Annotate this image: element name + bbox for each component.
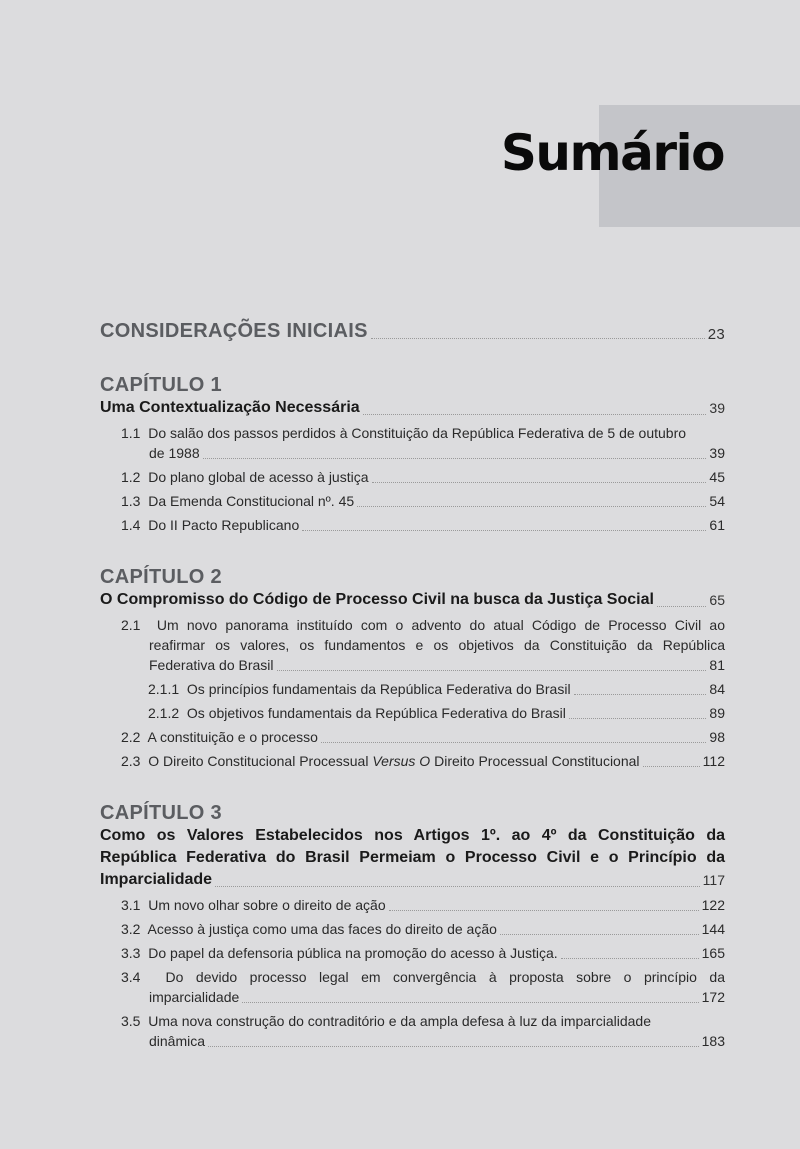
section-number: 3.3 xyxy=(121,945,141,961)
dot-leader xyxy=(371,338,705,339)
section-number: 1.2 xyxy=(121,469,141,485)
entry-label-continued: reafirmar os valores, os fundamentos e os objetivos da Constituição da República xyxy=(149,637,725,653)
entry-label-continued: República Federativa do Brasil Permeiam o Processo Civil e o Princípio da xyxy=(100,849,725,866)
entry-label: Do salão dos passos perdidos à Constituição da República Federativa de 5 de outubro xyxy=(148,425,687,441)
page-number: 81 xyxy=(709,657,725,673)
toc-entry-subsection[interactable] xyxy=(100,703,725,723)
chapter-heading: CAPÍTULO 3 xyxy=(100,802,222,824)
toc-entry-section[interactable] xyxy=(100,515,725,535)
entry-label: O Compromisso do Código de Processo Civil na busca da Justiça Social xyxy=(100,591,654,608)
page-number: 39 xyxy=(709,445,725,461)
page-number: 54 xyxy=(709,493,725,509)
toc-entry-section[interactable] xyxy=(100,967,725,1007)
section-number: 2.1 xyxy=(121,617,141,633)
page-number: 183 xyxy=(701,1033,725,1049)
page-number: 117 xyxy=(702,872,725,888)
entry-label-continued: dinâmica xyxy=(149,1033,206,1049)
entry-label: Do II Pacto Republicano xyxy=(148,517,300,533)
entry-label-continued: imparcialidade xyxy=(149,989,240,1005)
section-number: 2.1.2 xyxy=(148,705,180,721)
entry-label: Como os Valores Estabelecidos nos Artigos 1º. ao 4º da Constituição da xyxy=(100,827,725,844)
dot-leader xyxy=(357,506,706,507)
toc-entry-subsection[interactable] xyxy=(100,679,725,699)
section-number: 2.2 xyxy=(121,729,141,745)
entry-label: Os princípios fundamentais da República Federativa do Brasil xyxy=(186,681,571,697)
dot-leader xyxy=(208,1046,699,1047)
page-number: 122 xyxy=(701,897,725,913)
toc-entry-section[interactable] xyxy=(100,727,725,747)
dot-leader xyxy=(363,414,707,415)
dot-leader xyxy=(277,670,707,671)
entry-label: Acesso à justiça como uma das faces do direito de ação xyxy=(147,921,497,937)
toc-entry-section[interactable] xyxy=(100,919,725,939)
entry-label: Direito Processual Constitucional xyxy=(430,753,640,769)
dot-leader xyxy=(569,718,707,719)
dot-leader xyxy=(372,482,707,483)
dot-leader xyxy=(643,766,700,767)
chapter-heading: CAPÍTULO 2 xyxy=(100,566,222,588)
entry-label-continued: Federativa do Brasil xyxy=(149,657,274,673)
section-number: 3.5 xyxy=(121,1013,141,1029)
dot-leader xyxy=(561,958,699,959)
dot-leader xyxy=(215,886,700,887)
dot-leader xyxy=(500,934,699,935)
dot-leader xyxy=(574,694,707,695)
page-number: 112 xyxy=(702,753,725,769)
page-number: 165 xyxy=(701,945,725,961)
toc-entry-chapter-title[interactable] xyxy=(100,825,725,891)
toc-entry-section[interactable] xyxy=(100,491,725,511)
toc-entry-section[interactable] xyxy=(100,1011,725,1051)
entry-label: Um novo olhar sobre o direito de ação xyxy=(148,897,386,913)
dot-leader xyxy=(321,742,707,743)
section-number: 2.1.1 xyxy=(148,681,180,697)
page-number: 144 xyxy=(701,921,725,937)
section-number: 2.3 xyxy=(121,753,141,769)
dot-leader xyxy=(242,1002,698,1003)
page-number: 61 xyxy=(709,517,725,533)
toc-entry-chapter-title[interactable] xyxy=(100,589,725,611)
toc-entry-section[interactable] xyxy=(100,467,725,487)
toc-entry-chapter-title[interactable] xyxy=(100,397,725,419)
page-number: 39 xyxy=(709,400,725,416)
page-title: Sumário xyxy=(500,124,724,182)
entry-label: Os objetivos fundamentais da República Federativa do Brasil xyxy=(186,705,566,721)
entry-label: Um novo panorama instituído com o advento do atual Código de Processo Civil ao xyxy=(156,617,725,633)
dot-leader xyxy=(389,910,699,911)
entry-label-continued: Imparcialidade xyxy=(100,871,213,888)
toc-entry-section[interactable] xyxy=(100,895,725,915)
entry-label-continued: de 1988 xyxy=(149,445,200,461)
section-number: 1.4 xyxy=(121,517,141,533)
entry-label: Do papel da defensoria pública na promoção do acesso à Justiça. xyxy=(148,945,558,961)
section-number: 3.1 xyxy=(121,897,141,913)
section-number: 3.2 xyxy=(121,921,141,937)
entry-label: Do devido processo legal em convergência à proposta sobre o princípio da xyxy=(165,969,725,985)
toc-entry-section[interactable] xyxy=(100,943,725,963)
toc-entry-section[interactable] xyxy=(100,751,725,771)
toc-entry-intro[interactable] xyxy=(100,320,725,343)
page-number: 172 xyxy=(701,989,725,1005)
entry-label: A constituição e o processo xyxy=(147,729,318,745)
section-number: 3.4 xyxy=(121,969,141,985)
entry-label: O Direito Constitucional Processual xyxy=(148,753,373,769)
dot-leader xyxy=(203,458,707,459)
chapter-heading: CAPÍTULO 1 xyxy=(100,374,222,396)
toc-entry-section[interactable] xyxy=(100,423,725,463)
page-number: 84 xyxy=(709,681,725,697)
entry-label: Uma nova construção do contraditório e da ampla defesa à luz da imparcialidade xyxy=(148,1013,651,1029)
entry-label: Da Emenda Constitucional nº. 45 xyxy=(148,493,355,509)
section-number: 1.3 xyxy=(121,493,141,509)
toc-entry-section[interactable] xyxy=(100,615,725,675)
table-of-contents xyxy=(100,320,725,1051)
section-number: 1.1 xyxy=(121,425,141,441)
page-number: 89 xyxy=(709,705,725,721)
page-number: 23 xyxy=(707,326,725,343)
entry-label: Uma Contextualização Necessária xyxy=(100,399,360,416)
entry-label-italic: Versus O xyxy=(372,753,431,769)
dot-leader xyxy=(657,606,707,607)
entry-label: CONSIDERAÇÕES INICIAIS xyxy=(100,320,368,342)
entry-label: Do plano global de acesso à justiça xyxy=(148,469,369,485)
page-number: 45 xyxy=(709,469,725,485)
page-number: 65 xyxy=(709,592,725,608)
page-number: 98 xyxy=(709,729,725,745)
dot-leader xyxy=(302,530,706,531)
